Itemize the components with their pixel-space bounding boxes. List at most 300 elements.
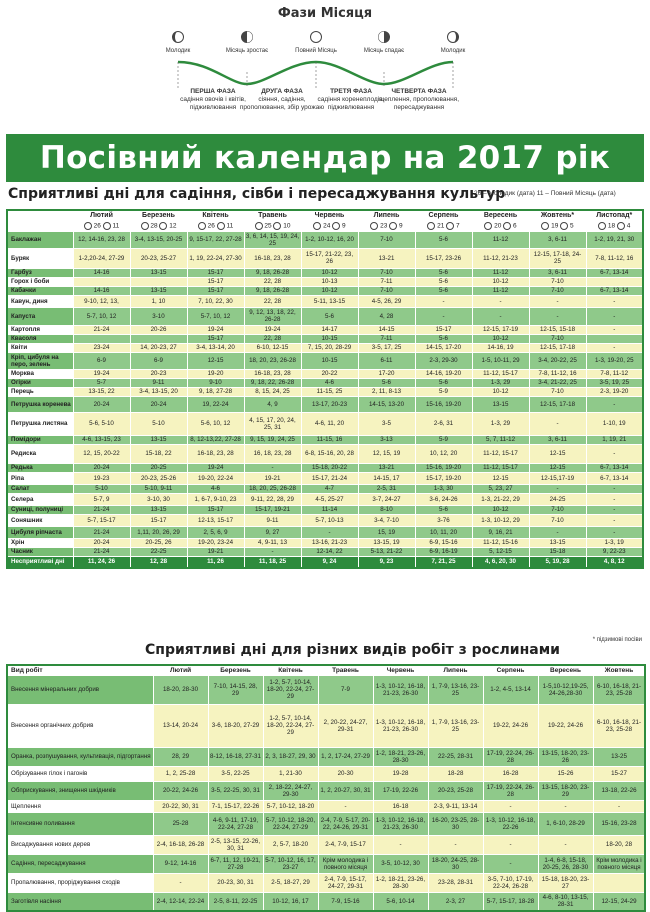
days-cell: 2-5, 31: [358, 484, 415, 493]
days-cell: 10-12: [301, 286, 358, 295]
unfavorable-days: 9, 23: [358, 556, 415, 568]
full-moon-icon: [273, 222, 281, 230]
days-cell: 22, 28: [244, 277, 301, 286]
days-cell: 1, 6-7, 9-10, 23: [187, 493, 244, 505]
days-cell: 1, 6-10, 28-29: [538, 812, 593, 835]
days-cell: 7-10, 14-15, 28, 29: [208, 675, 263, 704]
unfavorable-days: 5, 19, 28: [529, 556, 586, 568]
crop-name: Суниці, полуниці: [7, 505, 73, 514]
days-cell: 11-12: [472, 286, 529, 295]
phase-2: ДРУГА ФАЗА сіяння, садіння, прополювання, збір урожаю: [239, 88, 325, 111]
days-cell: 13-15: [529, 538, 586, 547]
days-cell: 11-15, 25: [301, 387, 358, 396]
days-cell: 19-20, 23-24: [187, 538, 244, 547]
new-moon-icon: [173, 32, 184, 43]
days-cell: 5-6: [415, 286, 472, 295]
days-cell: 12-15, 24-29: [593, 892, 645, 911]
days-cell: 15-17: [130, 514, 187, 526]
table-row: [7, 675, 645, 704]
days-cell: 21-24: [73, 325, 130, 334]
days-cell: 1, 2, 17-24, 27-29: [318, 747, 373, 766]
days-cell: 5-6: [415, 378, 472, 387]
waxing-moon-icon: [242, 32, 253, 43]
subheader-blank: [7, 221, 73, 231]
days-cell: 5, 12-15: [472, 547, 529, 556]
days-cell: 4-6, 9-11, 17-19, 22-24, 27-28: [208, 812, 263, 835]
days-cell: 7-8, 11-12, 16: [529, 369, 586, 378]
days-cell: 9-11, 22, 28, 29: [244, 493, 301, 505]
days-cell: 16-18, 23, 28: [244, 369, 301, 378]
days-cell: 16-18: [373, 800, 428, 812]
days-cell: 24-25: [529, 493, 586, 505]
table-row: [7, 444, 643, 463]
days-cell: 6-9: [73, 352, 130, 369]
crop-name: Помідори: [7, 435, 73, 444]
days-cell: 2-4, 7-9, 15-17: [318, 835, 373, 854]
moon-legend: 26 – Молодик (дата) 11 – Повний Місяць (дата): [474, 190, 616, 197]
days-cell: 7-10: [358, 231, 415, 248]
days-cell: 9-11: [130, 378, 187, 387]
days-cell: 23-28, 28-31: [428, 873, 483, 892]
days-cell: -: [244, 547, 301, 556]
month-header: Листопад*: [586, 210, 643, 221]
table-row: [7, 505, 643, 514]
days-cell: -: [373, 835, 428, 854]
days-cell: 15-18: [529, 547, 586, 556]
new-moon-date: 26: [207, 222, 215, 230]
new-moon-date: 19: [551, 222, 559, 230]
days-cell: 13-15: [130, 286, 187, 295]
days-cell: 9-10: [187, 378, 244, 387]
crop-name: Перець: [7, 387, 73, 396]
days-cell: 10-13: [301, 277, 358, 286]
days-cell: 10-12: [472, 334, 529, 343]
days-cell: 4-6, 8-10, 13-15, 28-31: [538, 892, 593, 911]
full-moon-icon: [103, 222, 111, 230]
days-cell: 4-6: [301, 378, 358, 387]
days-cell: 11-12: [472, 231, 529, 248]
days-cell: 7-10: [529, 387, 586, 396]
crop-name: Салат: [7, 484, 73, 493]
days-cell: 19-24: [244, 325, 301, 334]
month-header: Лютий: [73, 210, 130, 221]
full-moon-date: 9: [399, 222, 403, 230]
crop-name: Кавун, диня: [7, 295, 73, 307]
days-cell: 1, 10: [130, 295, 187, 307]
unfavorable-days: 9, 24: [301, 556, 358, 568]
days-cell: 5-6: [415, 505, 472, 514]
table-row: [7, 369, 643, 378]
days-cell: -: [483, 854, 538, 873]
days-cell: 16-20, 23-25, 28-30: [428, 812, 483, 835]
days-cell: -: [586, 526, 643, 538]
days-cell: -: [529, 295, 586, 307]
days-cell: 18, 20, 23, 26-28: [244, 352, 301, 369]
days-cell: 12-15: [529, 463, 586, 472]
new-moon-icon: [484, 222, 492, 230]
table-row: [7, 538, 643, 547]
days-cell: 1-3, 30: [415, 484, 472, 493]
new-moon-date: 23: [380, 222, 388, 230]
days-cell: 8-12, 16-18, 27-31: [208, 747, 263, 766]
table-row: [7, 472, 643, 484]
days-cell: -: [529, 412, 586, 435]
table-row: [7, 295, 643, 307]
days-cell: 11-12, 15-17: [472, 369, 529, 378]
moon-dates: [586, 221, 643, 231]
days-cell: -: [586, 493, 643, 505]
days-cell: 19-21: [187, 547, 244, 556]
unfavorable-days: 12, 28: [130, 556, 187, 568]
days-cell: 15-17, 19-21: [244, 505, 301, 514]
days-cell: 7-9: [318, 675, 373, 704]
days-cell: 9, 18, 26-28: [244, 286, 301, 295]
full-moon-date: 11: [112, 222, 120, 230]
days-cell: Крім молодика і повного місяця: [593, 854, 645, 873]
planting-table: [6, 209, 644, 569]
full-moon-date: 12: [169, 222, 177, 230]
work-type: Обрізування гілок і пагонів: [7, 766, 153, 781]
days-cell: 4, 28: [358, 307, 415, 325]
crop-name: Кабачки: [7, 286, 73, 295]
days-cell: 15-27: [593, 766, 645, 781]
days-cell: 4-6: [187, 484, 244, 493]
days-cell: 11-12, 21-23: [472, 248, 529, 268]
moon-label-2: Місяць зростає: [225, 48, 269, 54]
full-moon-date: 11: [226, 222, 234, 230]
new-moon-icon: [541, 222, 549, 230]
days-cell: 2-4, 7-9, 15-17, 24-27, 29-31: [318, 873, 373, 892]
full-moon-date: 7: [456, 222, 460, 230]
days-cell: 5, 7, 11-12: [472, 435, 529, 444]
footnote: * підзимові посіви: [592, 637, 642, 643]
days-cell: 19-23: [73, 472, 130, 484]
days-cell: 10-12: [472, 277, 529, 286]
days-cell: 1-2, 5-7, 10-14, 18-20, 22-24, 27-29: [263, 704, 318, 747]
table-row: [7, 248, 643, 268]
phase-4: ЧЕТВЕРТА ФАЗА щеплення, прополювання, пересаджування: [378, 88, 460, 111]
work-type-header: Вид робіт: [7, 665, 153, 675]
month-header: Травень: [318, 665, 373, 675]
waning-moon-icon: [379, 32, 390, 43]
days-cell: 15-17, 19-20: [415, 472, 472, 484]
moon-label-3: Повний Місяць: [295, 48, 337, 54]
days-cell: 5-7, 10-12, 16, 17, 23-27: [263, 854, 318, 873]
days-cell: 22-25, 28-31: [428, 747, 483, 766]
crop-name: Капуста: [7, 307, 73, 325]
days-cell: 19, 22-24: [187, 396, 244, 412]
days-cell: 1-5,10-12,19-25, 24-26,28-30: [538, 675, 593, 704]
full-moon-icon: [446, 222, 454, 230]
moon-label-1: Молодик: [165, 48, 191, 54]
days-cell: 3, 6-11: [529, 231, 586, 248]
days-cell: 12-15, 17-18: [529, 343, 586, 352]
days-cell: 1-2, 19, 21, 30: [586, 231, 643, 248]
table-row: [7, 704, 645, 747]
month-header: Червень: [373, 665, 428, 675]
table-row: [7, 412, 643, 435]
days-cell: 13-15, 18-20, 23-26: [538, 747, 593, 766]
days-cell: 21-24: [73, 547, 130, 556]
days-cell: 2, 11, 8-13: [358, 387, 415, 396]
days-cell: 14-17: [301, 325, 358, 334]
days-cell: 15-17: [415, 325, 472, 334]
days-cell: 15-17: [187, 277, 244, 286]
full-moon-icon: [311, 32, 322, 43]
days-cell: 13-21: [358, 248, 415, 268]
days-cell: 5-7, 10-12, 18-20: [263, 800, 318, 812]
days-cell: 10, 12, 20: [415, 444, 472, 463]
month-header: Вересень: [538, 665, 593, 675]
days-cell: 9, 18, 26-28: [244, 268, 301, 277]
days-cell: 1-3, 21-22, 29: [472, 493, 529, 505]
crop-name: Соняшник: [7, 514, 73, 526]
days-cell: 28, 29: [153, 747, 208, 766]
days-cell: 2-5, 18-27, 29: [263, 873, 318, 892]
days-cell: -: [415, 295, 472, 307]
days-cell: 4-5, 25-27: [301, 493, 358, 505]
days-cell: 22, 28: [244, 295, 301, 307]
days-cell: 2, 20-22, 24-27, 29-31: [318, 704, 373, 747]
days-cell: 7-10: [529, 505, 586, 514]
days-cell: 20-23, 25-27: [130, 248, 187, 268]
days-cell: 4-7: [301, 484, 358, 493]
days-cell: [586, 277, 643, 286]
days-cell: 9, 27: [244, 526, 301, 538]
days-cell: 19-22, 24-26: [483, 704, 538, 747]
crop-name: Буряк: [7, 248, 73, 268]
days-cell: 13-21: [358, 463, 415, 472]
days-cell: 5-7, 15-17: [73, 514, 130, 526]
days-cell: 20-22: [301, 369, 358, 378]
days-cell: 14-16: [73, 268, 130, 277]
days-cell: 11-14: [301, 505, 358, 514]
days-cell: 2, 18-22, 24-27, 29-30: [263, 781, 318, 800]
days-cell: 3-5, 22-25: [208, 766, 263, 781]
month-header: Липень: [428, 665, 483, 675]
days-cell: 15-18, 20-22: [301, 463, 358, 472]
days-cell: 5-6, 5-10: [73, 412, 130, 435]
days-cell: -: [318, 800, 373, 812]
days-cell: [73, 334, 130, 343]
days-cell: 5-6, 10-14: [373, 892, 428, 911]
new-moon-date: 18: [607, 222, 616, 230]
moon-dates: [73, 221, 130, 231]
days-cell: 1-3, 10-12, 29: [472, 514, 529, 526]
days-cell: 7-8, 11-12: [586, 369, 643, 378]
work-type: Висаджування нових дерев: [7, 835, 153, 854]
days-cell: 16-28: [483, 766, 538, 781]
days-cell: 2-3, 27: [428, 892, 483, 911]
crop-name: Петрушка листяна: [7, 412, 73, 435]
days-cell: -: [529, 307, 586, 325]
new-moon-date: 24: [323, 222, 331, 230]
days-cell: 10-15: [301, 352, 358, 369]
days-cell: 20-22, 24-26: [153, 781, 208, 800]
days-cell: 4-6, 11, 20: [301, 412, 358, 435]
days-cell: 5-6: [301, 307, 358, 325]
moon-dates: [301, 221, 358, 231]
days-cell: 6-9, 16-19: [415, 547, 472, 556]
table-row: [7, 435, 643, 444]
crop-name: Огірки: [7, 378, 73, 387]
new-moon-icon: [370, 222, 378, 230]
days-cell: 19-24: [187, 463, 244, 472]
days-cell: 14, 20-23, 27: [130, 343, 187, 352]
days-cell: 3-13: [358, 435, 415, 444]
month-header: Травень: [244, 210, 301, 221]
days-cell: 3-4, 7-10: [358, 514, 415, 526]
days-cell: 16-18, 23, 28: [244, 248, 301, 268]
days-cell: 19-28: [373, 766, 428, 781]
days-cell: 15-16, 19-20: [415, 463, 472, 472]
table-row: [7, 747, 645, 766]
days-cell: 1-3, 29: [472, 412, 529, 435]
full-moon-icon: [159, 222, 167, 230]
days-cell: Крім молодика і повного місяця: [318, 854, 373, 873]
moon-dates: [472, 221, 529, 231]
days-cell: 21-24: [73, 526, 130, 538]
days-cell: 3-4, 13-15, 20: [130, 387, 187, 396]
days-cell: 1-3, 10-12, 16-18, 21-23, 26-30: [373, 812, 428, 835]
days-cell: 11-15, 16: [301, 435, 358, 444]
crop-name: Ріпа: [7, 472, 73, 484]
days-cell: 3-10: [130, 307, 187, 325]
work-type: Внесення мінеральних добрив: [7, 675, 153, 704]
days-cell: 3-6, 24-26: [415, 493, 472, 505]
new-moon-icon: [84, 222, 92, 230]
days-cell: 5-7, 10-13: [301, 514, 358, 526]
days-cell: 7-10: [529, 514, 586, 526]
table-row: [7, 277, 643, 286]
days-cell: 6-10, 16-18, 21-23, 25-28: [593, 704, 645, 747]
crop-name: Гарбуз: [7, 268, 73, 277]
crop-name: Часник: [7, 547, 73, 556]
days-cell: -: [586, 505, 643, 514]
days-cell: 9-12, 14-16: [153, 854, 208, 873]
days-cell: 2, 3, 18-27, 29, 30: [263, 747, 318, 766]
days-cell: 2-4, 12-14, 22-24: [153, 892, 208, 911]
days-cell: 22-25: [130, 547, 187, 556]
days-cell: 6-10, 16-18, 21-23, 25-28: [593, 675, 645, 704]
full-moon-date: 10: [283, 222, 291, 230]
days-cell: -: [538, 800, 593, 812]
crop-name: Селера: [7, 493, 73, 505]
days-cell: -: [483, 800, 538, 812]
table-row: [7, 781, 645, 800]
days-cell: 3-10, 30: [130, 493, 187, 505]
moon-dates: [187, 221, 244, 231]
table-row: [7, 514, 643, 526]
month-header: Березень: [130, 210, 187, 221]
days-cell: 1-2, 18-21, 23-26, 28-30: [373, 873, 428, 892]
days-cell: 12-15, 17-18, 24-25: [529, 248, 586, 268]
days-cell: 7-10: [358, 286, 415, 295]
days-cell: 5-6: [415, 334, 472, 343]
days-cell: 2-4, 16-18, 26-28: [153, 835, 208, 854]
days-cell: 3-7, 24-27: [358, 493, 415, 505]
days-cell: 12-15, 17-19: [472, 325, 529, 334]
days-cell: 9, 18, 27-28: [187, 387, 244, 396]
days-cell: 5-7, 10, 12: [187, 307, 244, 325]
days-cell: 3-5, 17, 25: [358, 343, 415, 352]
days-cell: 1-2, 5-7, 10-14, 18-20, 22-24, 27-29: [263, 675, 318, 704]
days-cell: 13-17, 20-23: [301, 396, 358, 412]
days-cell: 2-6, 31: [415, 412, 472, 435]
days-cell: 21-24: [73, 505, 130, 514]
days-cell: 7-11: [358, 277, 415, 286]
table-row: [7, 396, 643, 412]
days-cell: 13-15, 18-20, 23-29: [538, 781, 593, 800]
days-cell: 2, 5, 6, 9: [187, 526, 244, 538]
days-cell: 9, 22-23: [586, 547, 643, 556]
days-cell: 14-15, 17: [358, 472, 415, 484]
days-cell: 5-7, 9: [73, 493, 130, 505]
crop-name: Горох і боби: [7, 277, 73, 286]
days-cell: 1, 2, 20-27, 30, 31: [318, 781, 373, 800]
days-cell: 18-20, 28: [593, 835, 645, 854]
days-cell: 15-18, 18-20, 23-27: [538, 873, 593, 892]
days-cell: 1-10, 19: [586, 412, 643, 435]
days-cell: 15-17: [187, 286, 244, 295]
days-cell: 5-7, 10, 12: [73, 307, 130, 325]
days-cell: 1-3, 29: [472, 378, 529, 387]
days-cell: [593, 873, 645, 892]
days-cell: 20-25, 26: [130, 538, 187, 547]
days-cell: 14-16: [73, 286, 130, 295]
days-cell: 20-23, 25-28: [428, 781, 483, 800]
days-cell: 14-16, 19: [472, 343, 529, 352]
table-row: [7, 835, 645, 854]
days-cell: 7, 15, 20, 28-29: [301, 343, 358, 352]
days-cell: 14-16, 19-20: [415, 369, 472, 378]
days-cell: 11-12: [472, 268, 529, 277]
days-cell: 6-8, 15-16, 20, 28: [301, 444, 358, 463]
table-row: [7, 892, 645, 911]
table-row: [7, 334, 643, 343]
new-moon-icon: [313, 222, 321, 230]
work-type: Пропалювання, проріджування сходів: [7, 873, 153, 892]
days-cell: 12-13, 15-17: [187, 514, 244, 526]
month-header: Жовтень*: [529, 210, 586, 221]
unfavorable-days: 4, 6, 20, 30: [472, 556, 529, 568]
days-cell: 2-4, 7-9, 5-17, 20-22, 24-26, 29-31: [318, 812, 373, 835]
days-cell: 2-3, 9-11, 13-14: [428, 800, 483, 812]
days-cell: 7-10: [529, 286, 586, 295]
days-cell: 13-25: [593, 747, 645, 766]
days-cell: 23-24: [73, 343, 130, 352]
days-cell: 3-5, 19, 25: [586, 378, 643, 387]
moon-dates: [358, 221, 415, 231]
days-cell: 13-15, 19: [358, 538, 415, 547]
full-moon-icon: [217, 222, 225, 230]
days-cell: 4, 15, 17, 20, 24, 25, 31: [244, 412, 301, 435]
days-cell: 18-28: [428, 766, 483, 781]
days-cell: 20-23: [130, 369, 187, 378]
days-cell: -: [586, 343, 643, 352]
days-cell: 1-3, 10-12, 16-18, 21-23, 26-30: [373, 675, 428, 704]
crop-name: Морква: [7, 369, 73, 378]
moon-dates: [244, 221, 301, 231]
new-moon-icon: [141, 222, 149, 230]
month-header: Жовтень: [593, 665, 645, 675]
crop-name: Баклажан: [7, 231, 73, 248]
crop-name: Картопля: [7, 325, 73, 334]
days-cell: 13-15: [130, 435, 187, 444]
days-cell: 14-15: [358, 325, 415, 334]
work-type: Щеплення: [7, 800, 153, 812]
days-cell: 15-18, 22: [130, 444, 187, 463]
